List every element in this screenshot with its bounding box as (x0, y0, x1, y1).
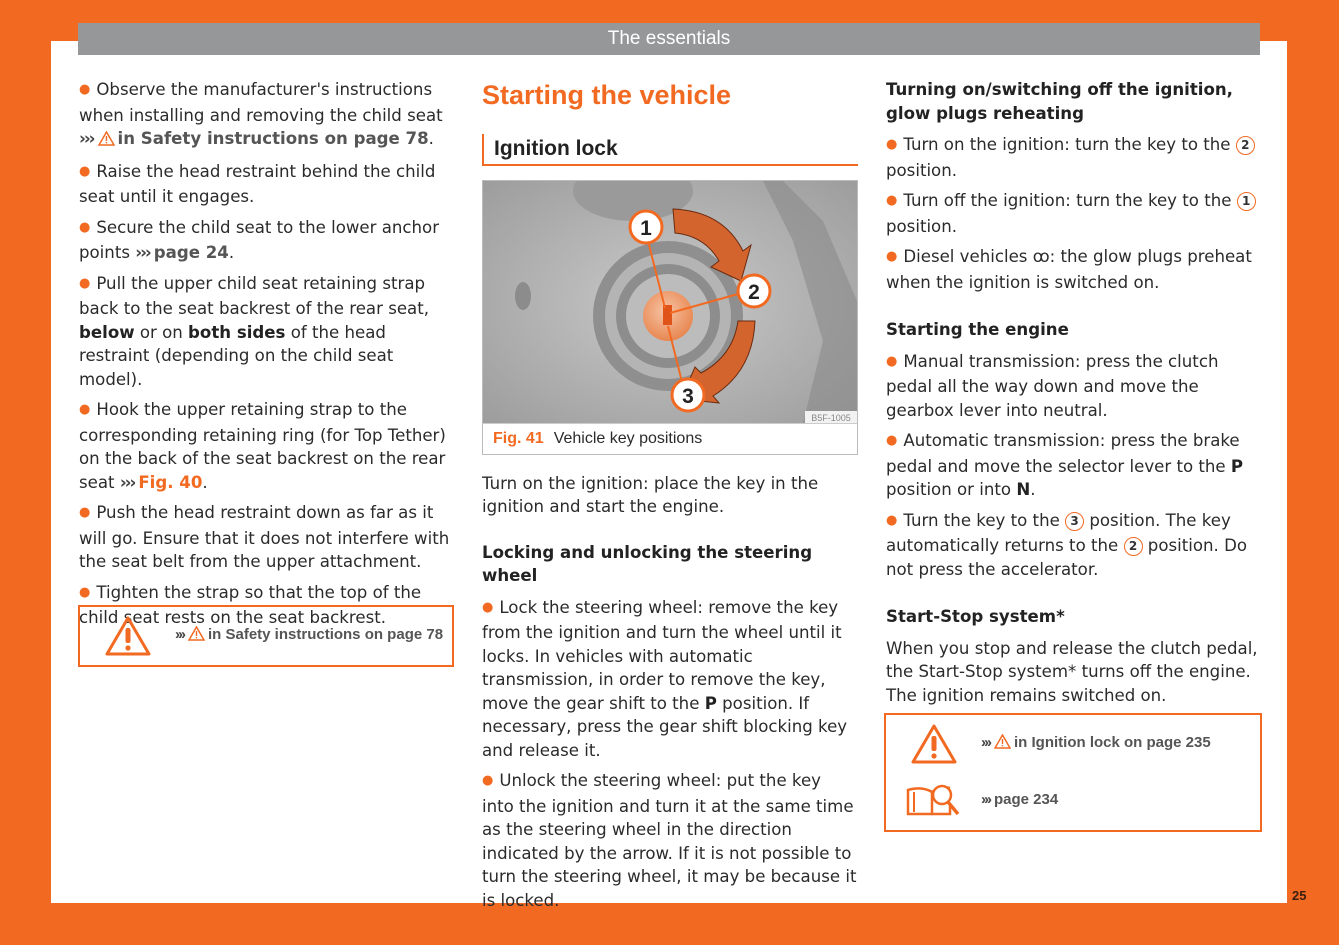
subheading: Starting the engine (886, 320, 1069, 339)
subheading: Start-Stop system* (886, 607, 1065, 626)
list-item: ● Manual transmission: press the clutch pedal all the way down and move the gearbox lever into neutral. (886, 351, 1219, 420)
position-1-marker: 1 (1237, 192, 1256, 211)
list-item: ● Turn off the ignition: turn the key to the 1 position. (886, 189, 1260, 238)
bullet-icon: ● (79, 219, 91, 235)
figure-link[interactable]: Fig. 40 (138, 472, 203, 492)
list-item: ● Automatic transmission: press the brake pedal and move the selector lever to the P position or into N. (886, 431, 1244, 499)
bullet-icon: ● (79, 505, 91, 520)
bullet-icon: ● (886, 353, 898, 369)
figure (482, 180, 858, 455)
paragraph: When you stop and release the clutch pedal, the Start-Stop system* turns off the engine. The ignition remains switched on. (886, 638, 1258, 705)
ignition-lock-illustration (483, 181, 857, 423)
bullet-icon: ● (886, 249, 898, 264)
list-item: ● Raise the head restraint behind the child seat until it engages. (79, 161, 436, 206)
bullet-icon: ● (79, 163, 91, 179)
warning-triangle-icon (886, 723, 981, 765)
bullet-icon: ● (482, 599, 494, 615)
warning-triangle-icon (80, 615, 175, 657)
chevron-icon: ››› (981, 791, 990, 808)
chevron-icon: ››› (119, 472, 135, 492)
bullet-icon: ● (482, 773, 494, 788)
ignition-lock-link[interactable]: in Ignition lock on page 235 (1014, 734, 1211, 751)
list-item: ● Observe the manufacturer's instructions when installing and removing the child seat ››› in Safety instructions on page 78. (79, 78, 455, 153)
bullet-icon: ● (79, 584, 91, 600)
safety-notice-box (78, 605, 454, 667)
figure-number: Fig. 41 (493, 429, 544, 447)
svg-text:1: 1 (640, 216, 652, 240)
position-3-marker: 3 (1065, 512, 1084, 531)
list-item: ● Push the head restraint down as far as it will go. Ensure that it does not interfere with the seat belt from the upper attachment. (79, 503, 450, 571)
intro-paragraph: Turn on the ignition: place the key in the ignition and start the engine. (482, 473, 819, 516)
book-magnifier-icon (886, 782, 981, 818)
bullet-icon: ● (886, 137, 898, 152)
chevron-icon: ››› (175, 626, 184, 643)
list-item: ● Hook the upper retaining strap to the corresponding retaining ring (for Top Tether) on the back of the seat backrest on the rear seat ››› Fig. 40. (79, 400, 446, 492)
list-item: ● Diesel vehicles ꝏ: the glow plugs preheat when the ignition is switched on. (886, 247, 1252, 292)
header-title: The essentials (607, 28, 731, 49)
svg-text:3: 3 (682, 384, 694, 408)
list-item: ● Turn the key to the 3 position. The key automatically returns to the 2 position. Do not press the accelerator. (886, 510, 1248, 579)
svg-text:2: 2 (748, 280, 760, 304)
header-bar (78, 23, 1260, 55)
list-item: ● Turn on the ignition: turn the key to the 2 position. (886, 133, 1260, 182)
chevron-icon: ››› (981, 734, 990, 751)
figure-caption: Fig. 41 Vehicle key positions (483, 423, 857, 454)
bullet-icon: ● (886, 193, 898, 208)
subheading: Locking and unlocking the steering wheel (482, 542, 813, 585)
page-number: 25 (1292, 888, 1307, 903)
bullet-icon: ● (79, 82, 91, 97)
column-middle (482, 78, 858, 919)
warning-triangle-icon (188, 626, 205, 647)
svg-text:B5F-1005: B5F-1005 (811, 412, 851, 423)
column-right (886, 78, 1260, 707)
bullet-icon: ● (886, 433, 898, 448)
glow-plug-icon: ꝏ (1032, 247, 1050, 266)
safety-link[interactable]: in Safety instructions on page 78 (117, 129, 429, 148)
subsection-title: Ignition lock (482, 134, 858, 166)
subheading: Turning on/switching off the ignition, glow plugs reheating (886, 80, 1233, 123)
list-item: ● Unlock the steering wheel: put the key into the ignition and turn it at the same time as the steering wheel in the direction indicated by the arrow. If it is not possible to turn the steering wheel, it may be because it is locked. (482, 771, 857, 910)
list-item: ● Secure the child seat to the lower anchor points ››› page 24. (79, 217, 440, 262)
list-item: ● Pull the upper child seat retaining strap back to the seat backrest of the rear seat, below or on both sides of the head restraint (depending on the child seat model). (79, 273, 429, 389)
chevron-icon: ››› (135, 243, 150, 262)
bullet-icon: ● (79, 402, 91, 417)
position-2-marker: 2 (1236, 136, 1255, 155)
bullet-icon: ● (79, 275, 91, 291)
page-link[interactable]: page 234 (994, 791, 1059, 808)
warning-triangle-icon (98, 129, 115, 153)
chevron-icon: ››› (79, 129, 94, 148)
bullet-icon: ● (886, 512, 898, 528)
safety-link[interactable]: in Safety instructions on page 78 (208, 626, 444, 643)
warning-triangle-icon (994, 734, 1011, 755)
list-item: ● Tighten the strap so that the top of the child seat rests on the seat backrest. (79, 582, 422, 627)
list-item: ● Lock the steering wheel: remove the key from the ignition and turn the wheel until it locks. In vehicles with automatic transmission, in order to remove the key, move the gear shift to the P position. If necessary, press the gear shift blocking key and release it. (482, 597, 848, 760)
column-left (79, 78, 455, 637)
page-link[interactable]: page 24 (153, 243, 229, 262)
ignition-notice-box (884, 713, 1262, 832)
position-2-marker: 2 (1124, 537, 1143, 556)
section-title: Starting the vehicle (482, 80, 732, 110)
